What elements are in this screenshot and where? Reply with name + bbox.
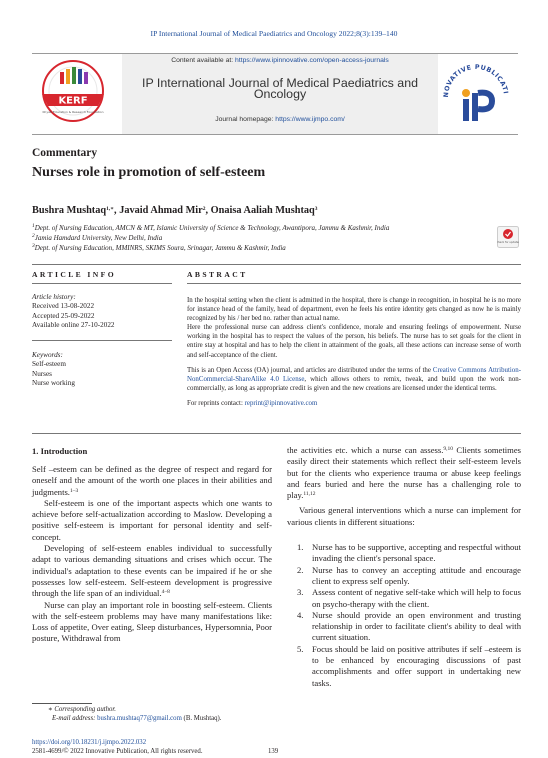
journal-header — [32, 53, 518, 135]
list-number: 1. — [297, 542, 304, 553]
footer — [32, 739, 203, 756]
journal-title — [122, 78, 438, 100]
affiliation-sup: 1 — [32, 223, 35, 229]
author-separator: , — [114, 205, 120, 216]
homepage-link[interactable]: https://www.ijmpo.com/ — [275, 116, 345, 123]
list-item — [297, 542, 521, 565]
body-paragraph: Self-esteem is one of the important aspects which one wants to achieve before self-actualization according to Maslow. Developing a positive self-esteem is important for personal identity and self-concept. — [32, 497, 272, 542]
body-text: the activities etc. which a nurse can assess. — [287, 445, 444, 455]
abstract-paragraph: In the hospital setting when the client is admitted in the hospital, there is change in recognition, in hospital he is no more for instance head of the family, head of department, even he feels his entire identity gets changed as now he is mainly recognized by his / her bed no. rather than actual name. — [187, 297, 521, 323]
list-item — [297, 644, 521, 689]
list-number: 4. — [297, 609, 304, 620]
license-text: , which allows others to remix, tweak, and build upon the work non-commercially, as long as appropriate credit is given and the new creations are licensed under the identical terms. — [187, 375, 522, 392]
article-title: Nurses role in promotion of self-esteem — [32, 165, 266, 180]
keyword: Nurses — [32, 369, 52, 378]
list-text: Assess content of negative self-take which will help to focus on psycho-therapy with the client. — [312, 587, 521, 609]
license-text: This is an Open Access (OA) journal, and articles are distributed under the terms of the — [187, 366, 433, 374]
keyword: Nurse working — [32, 378, 75, 387]
reprints-email-link[interactable]: reprint@ipinnovative.com — [244, 399, 318, 407]
list-item — [297, 610, 521, 644]
list-item — [297, 587, 521, 610]
body-text: Developing of self-esteem enables individual to successfully adapt to various demanding situations and crises which occur. The individual's adaptation to these events can be impaired if he or she possesses low self-esteem. Self-esteem development is progressive through the life span of an individual. — [32, 543, 272, 599]
list-text: Nurse has to be supportive, accepting and respectful without invading the client's personal space. — [312, 542, 521, 564]
online-date: Available online 27-10-2022 — [32, 320, 115, 329]
body-paragraph — [32, 464, 272, 498]
ip-logo-mark: ip — [503, 126, 505, 128]
affiliation-text: Dept. of Nursing Education, MMINRS, SKIMS Soura, Srinagar, Jammu & Kashmir, India — [34, 244, 286, 252]
divider — [187, 283, 521, 284]
abstract-body — [187, 296, 521, 408]
article-type: Commentary — [32, 147, 98, 159]
author-list — [32, 205, 318, 216]
author-affil-sup: 1,∗ — [106, 206, 115, 212]
body-paragraph: Various general interventions which a nurse can implement for various clients in different situations: — [287, 505, 521, 527]
divider — [32, 264, 521, 265]
author-email-link[interactable]: bushra.mushtaq77@gmail.com — [97, 714, 182, 722]
keywords-label: Keywords: — [32, 351, 63, 359]
author-affil-sup: 3 — [314, 206, 318, 212]
article-history — [32, 293, 172, 330]
kerf-logo-text: KERF — [58, 95, 88, 107]
license-link[interactable]: Creative Commons Attribution-NonCommercial-ShareAlike 4.0 License — [187, 366, 521, 383]
keyword: Self-esteem — [32, 360, 66, 369]
body-right-column — [287, 445, 521, 689]
author-name: Javaid Ahmad Mir — [119, 205, 203, 216]
content-available — [122, 57, 438, 64]
list-number: 2. — [297, 564, 304, 575]
list-number: 5. — [297, 643, 304, 654]
author-name: Bushra Mushtaq — [32, 205, 107, 216]
kerf-logo-subtext: Khyati Education & Research Foundation — [42, 110, 104, 114]
email-label: E-mail address: — [52, 714, 98, 722]
accepted-date: Accepted 25-09-2022 — [32, 311, 95, 320]
footnote-label: Corresponding author. — [52, 706, 117, 713]
author-affil-sup: 2 — [202, 206, 206, 212]
check-for-updates-label: Check for updates — [497, 241, 519, 244]
journal-header-band — [122, 54, 438, 134]
citation[interactable]: 1–3 — [69, 487, 79, 494]
citation[interactable]: 9,10 — [443, 446, 453, 452]
list-number: 3. — [297, 587, 304, 598]
list-item — [297, 565, 521, 588]
copyright-text: 2581-4699/© 2022 Innovative Publication, All rights reserved. — [32, 747, 203, 755]
innovative-publication-logo — [438, 57, 514, 131]
citation[interactable]: 4–8 — [161, 589, 170, 596]
section-heading: 1. Introduction — [32, 446, 88, 456]
corresponding-author-note — [32, 706, 272, 723]
divider — [32, 433, 521, 434]
list-text: Focus should be laid on positive attributes if self –esteem is to be enhanced by encouraging discussions of past accomplishments and offer support in undertaking new tasks. — [312, 643, 521, 688]
affiliation-3 — [32, 243, 286, 253]
affiliation-1 — [32, 223, 389, 233]
author-separator: , — [205, 205, 211, 216]
affiliation-sup: 2 — [32, 233, 35, 239]
body-text: Clients sometimes easily direct their statements which reflect their self-esteem levels but for the clients who experience trauma or abuse keep feelings and fears buried and here the nurse has a challenging role to play. — [287, 445, 521, 501]
article-info-heading: ARTICLE INFO — [32, 270, 117, 279]
content-available-label: Content available at: — [171, 57, 236, 64]
ip-logo-arc-text: NOVATIVE PUBLICATI — [441, 62, 510, 98]
received-date: Received 13-08-2022 — [32, 302, 95, 311]
footnote-divider — [32, 703, 92, 704]
license-statement — [187, 366, 521, 393]
abstract-paragraph: Here the professional nurse can address client's confidence, morale and ensuring feelings of empowerment. Nurse working in the hospital has to respect the values of the person, his beliefs. The nurse has to set goals for the client in entire stay at hospital and has to help the client in attainment of the goals, all these actions can increase sense of worth and self-acceptance of the client. — [187, 324, 521, 359]
intervention-list — [287, 542, 521, 689]
citation[interactable]: 11,12 — [303, 491, 316, 498]
divider — [32, 340, 172, 341]
abstract-heading: ABSTRACT — [187, 270, 248, 279]
footnote-star: ∗ — [48, 706, 53, 713]
journal-homepage — [122, 116, 438, 123]
body-paragraph — [32, 543, 272, 599]
list-text: Nurse has to convey an accepting attitude and encourage client to express self openly. — [312, 564, 521, 586]
author-name: Onaisa Aaliah Mushtaq — [210, 205, 315, 216]
page-number: 139 — [268, 748, 279, 755]
reprints-contact — [187, 399, 521, 408]
affiliation-sup: 3 — [32, 243, 35, 249]
content-available-link[interactable]: https://www.ipinnovative.com/open-access-journals — [235, 57, 389, 64]
keywords — [32, 351, 172, 388]
homepage-label: Journal homepage: — [215, 116, 276, 123]
affiliation-2 — [32, 233, 162, 243]
article-history-label: Article history: — [32, 293, 76, 301]
affiliation-text: Jamia Hamdard University, New Delhi, India — [34, 234, 163, 242]
doi-link[interactable]: https://doi.org/10.18231/j.ijmpo.2022.032 — [32, 739, 147, 746]
body-text: Self –esteem can be defined as the degree of respect and regard for oneself and the amount of the worth one places in their abilities and judgments. — [32, 464, 272, 497]
body-paragraph: Nurse can play an important role in boosting self-esteem. Clients with the self-esteem problems may have many manifestations like: Loss of appetite, Over eating, Sleep disturbances, Hypersomnia, Poor posture, Withdrawal from — [32, 599, 272, 644]
journal-title-line2: Oncology — [253, 87, 307, 101]
body-left-column — [32, 464, 272, 645]
kerf-logo — [38, 58, 108, 130]
journal-title-line1: IP International Journal of Medical Paediatrics and — [142, 76, 418, 90]
list-text: Nurse should provide an open environment and trusting relationship in order to facilitate client's ability to deal with current situation. — [312, 609, 521, 643]
running-head: IP International Journal of Medical Paediatrics and Oncology 2022;8(3):139–140 — [150, 29, 398, 38]
reprints-label: For reprints contact: — [187, 399, 245, 407]
affiliation-text: Dept. of Nursing Education, AMCN & MT, Islamic University of Science & Technology, Awantipora, Jammu & Kashmir, India — [34, 224, 390, 232]
divider — [32, 283, 172, 284]
email-suffix: (B. Mushtaq). — [181, 714, 222, 722]
body-paragraph — [287, 445, 521, 501]
check-for-updates-badge[interactable] — [497, 226, 519, 248]
